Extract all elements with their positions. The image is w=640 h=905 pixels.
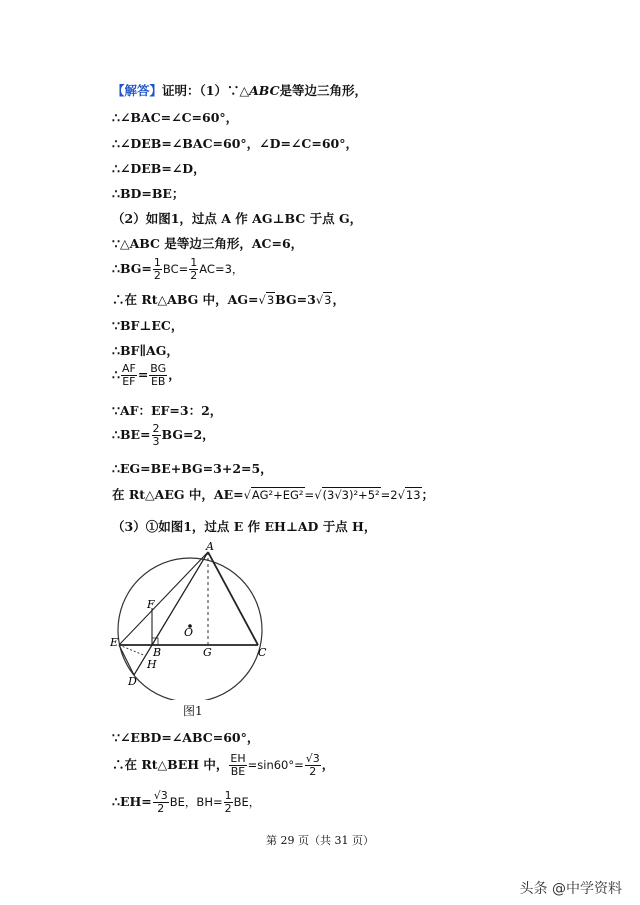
segment-ae: [119, 552, 208, 645]
fraction: $\frac{AF}{EF}$: [121, 362, 136, 388]
page-footer: 第 29 页（共 31 页）: [266, 834, 374, 847]
solution-line-10: ∵BF⊥EC，: [112, 318, 184, 333]
side-ac: [208, 552, 258, 645]
solution-line-12: ∴ $\frac{AF}{EF}$ = $\frac{BG}{EB}$ ，: [112, 362, 181, 388]
sqrt: √3: [315, 293, 332, 307]
watermark: 头条 @中学资料: [519, 881, 622, 897]
sqrt: √13: [397, 488, 421, 502]
solution-line-2: ∴∠BAC=∠C=60°，: [112, 110, 239, 125]
solution-line-9: ∴在 Rt△ABG 中，AG=√3BG=3√3，: [112, 292, 345, 307]
fraction: $\frac{EH}{BE}$: [230, 752, 246, 778]
solution-line-7: ∵△ABC 是等边三角形，AC=6，: [112, 236, 304, 251]
solution-line-3: ∴∠DEB=∠BAC=60°，∠D=∠C=60°，: [112, 136, 358, 151]
label-e: E: [110, 636, 119, 649]
fraction: $\frac{√3}{2}$: [305, 752, 320, 778]
label-c: C: [258, 646, 267, 659]
solution-line-4: ∴∠DEB=∠D，: [112, 161, 206, 176]
geometry-figure: [110, 540, 280, 700]
label-o: O: [184, 626, 194, 639]
solution-line-14: ∴BE= $\frac{2}{3}$ BG=2，: [112, 422, 215, 448]
sqrt: √(3√3)²+5²: [314, 488, 380, 502]
fraction: $\frac{1}{2}$: [190, 256, 198, 282]
label-b: B: [153, 646, 162, 659]
segment-eh: [119, 645, 146, 656]
figure-caption: 图1: [183, 704, 203, 718]
fraction: $\frac{1}{2}$: [224, 789, 232, 815]
solution-line-18: ∵∠EBD=∠ABC=60°，: [112, 730, 260, 745]
solution-line-15: ∴EG=BE+BG=3+2=5，: [112, 461, 273, 476]
solution-line-8: ∴BG= $\frac{1}{2}$ BC= $\frac{1}{2}$ AC=3，: [112, 256, 244, 282]
fraction: $\frac{1}{2}$: [153, 256, 161, 282]
sqrt: √AG²+EG²: [243, 488, 304, 502]
label-d: D: [128, 675, 137, 688]
fraction: $\frac{2}{3}$: [152, 422, 160, 448]
solution-line-11: ∴BF∥AG，: [112, 343, 179, 358]
solution-line-5: ∴BD=BE；: [112, 186, 185, 201]
solution-line-13: ∵AF：EF=3：2，: [112, 403, 223, 418]
solution-line-6: （2）如图1，过点 A 作 AG⊥BC 于点 G，: [112, 211, 363, 226]
answer-tag: 【解答】: [112, 83, 163, 98]
fraction: $\frac{BG}{EB}$: [150, 362, 167, 388]
solution-line-19: ∴在 Rt△BEH 中， $\frac{EH}{BE}$ =sin60°= $\frac{√3}{2}$ ，: [112, 752, 335, 778]
label-g: G: [203, 646, 212, 659]
fraction: $\frac{√3}{2}$: [153, 789, 168, 815]
solution-line-20: ∴EH= $\frac{√3}{2}$ BE，BH= $\frac{1}{2}$ BE，: [112, 789, 261, 815]
solution-line-1: 【解答】证明：（1）∵△ABC是等边三角形，: [112, 83, 368, 98]
solution-line-16: 在 Rt△AEG 中，AE=√AG²+EG²=√(3√3)²+5²=2√13；: [112, 487, 435, 502]
label-a: A: [206, 540, 214, 553]
sqrt: √3: [258, 293, 275, 307]
label-f: F: [147, 598, 155, 611]
segment-ed: [119, 645, 134, 675]
solution-line-17: （3）①如图1，过点 E 作 EH⊥AD 于点 H，: [112, 519, 377, 534]
label-h: H: [147, 658, 157, 671]
